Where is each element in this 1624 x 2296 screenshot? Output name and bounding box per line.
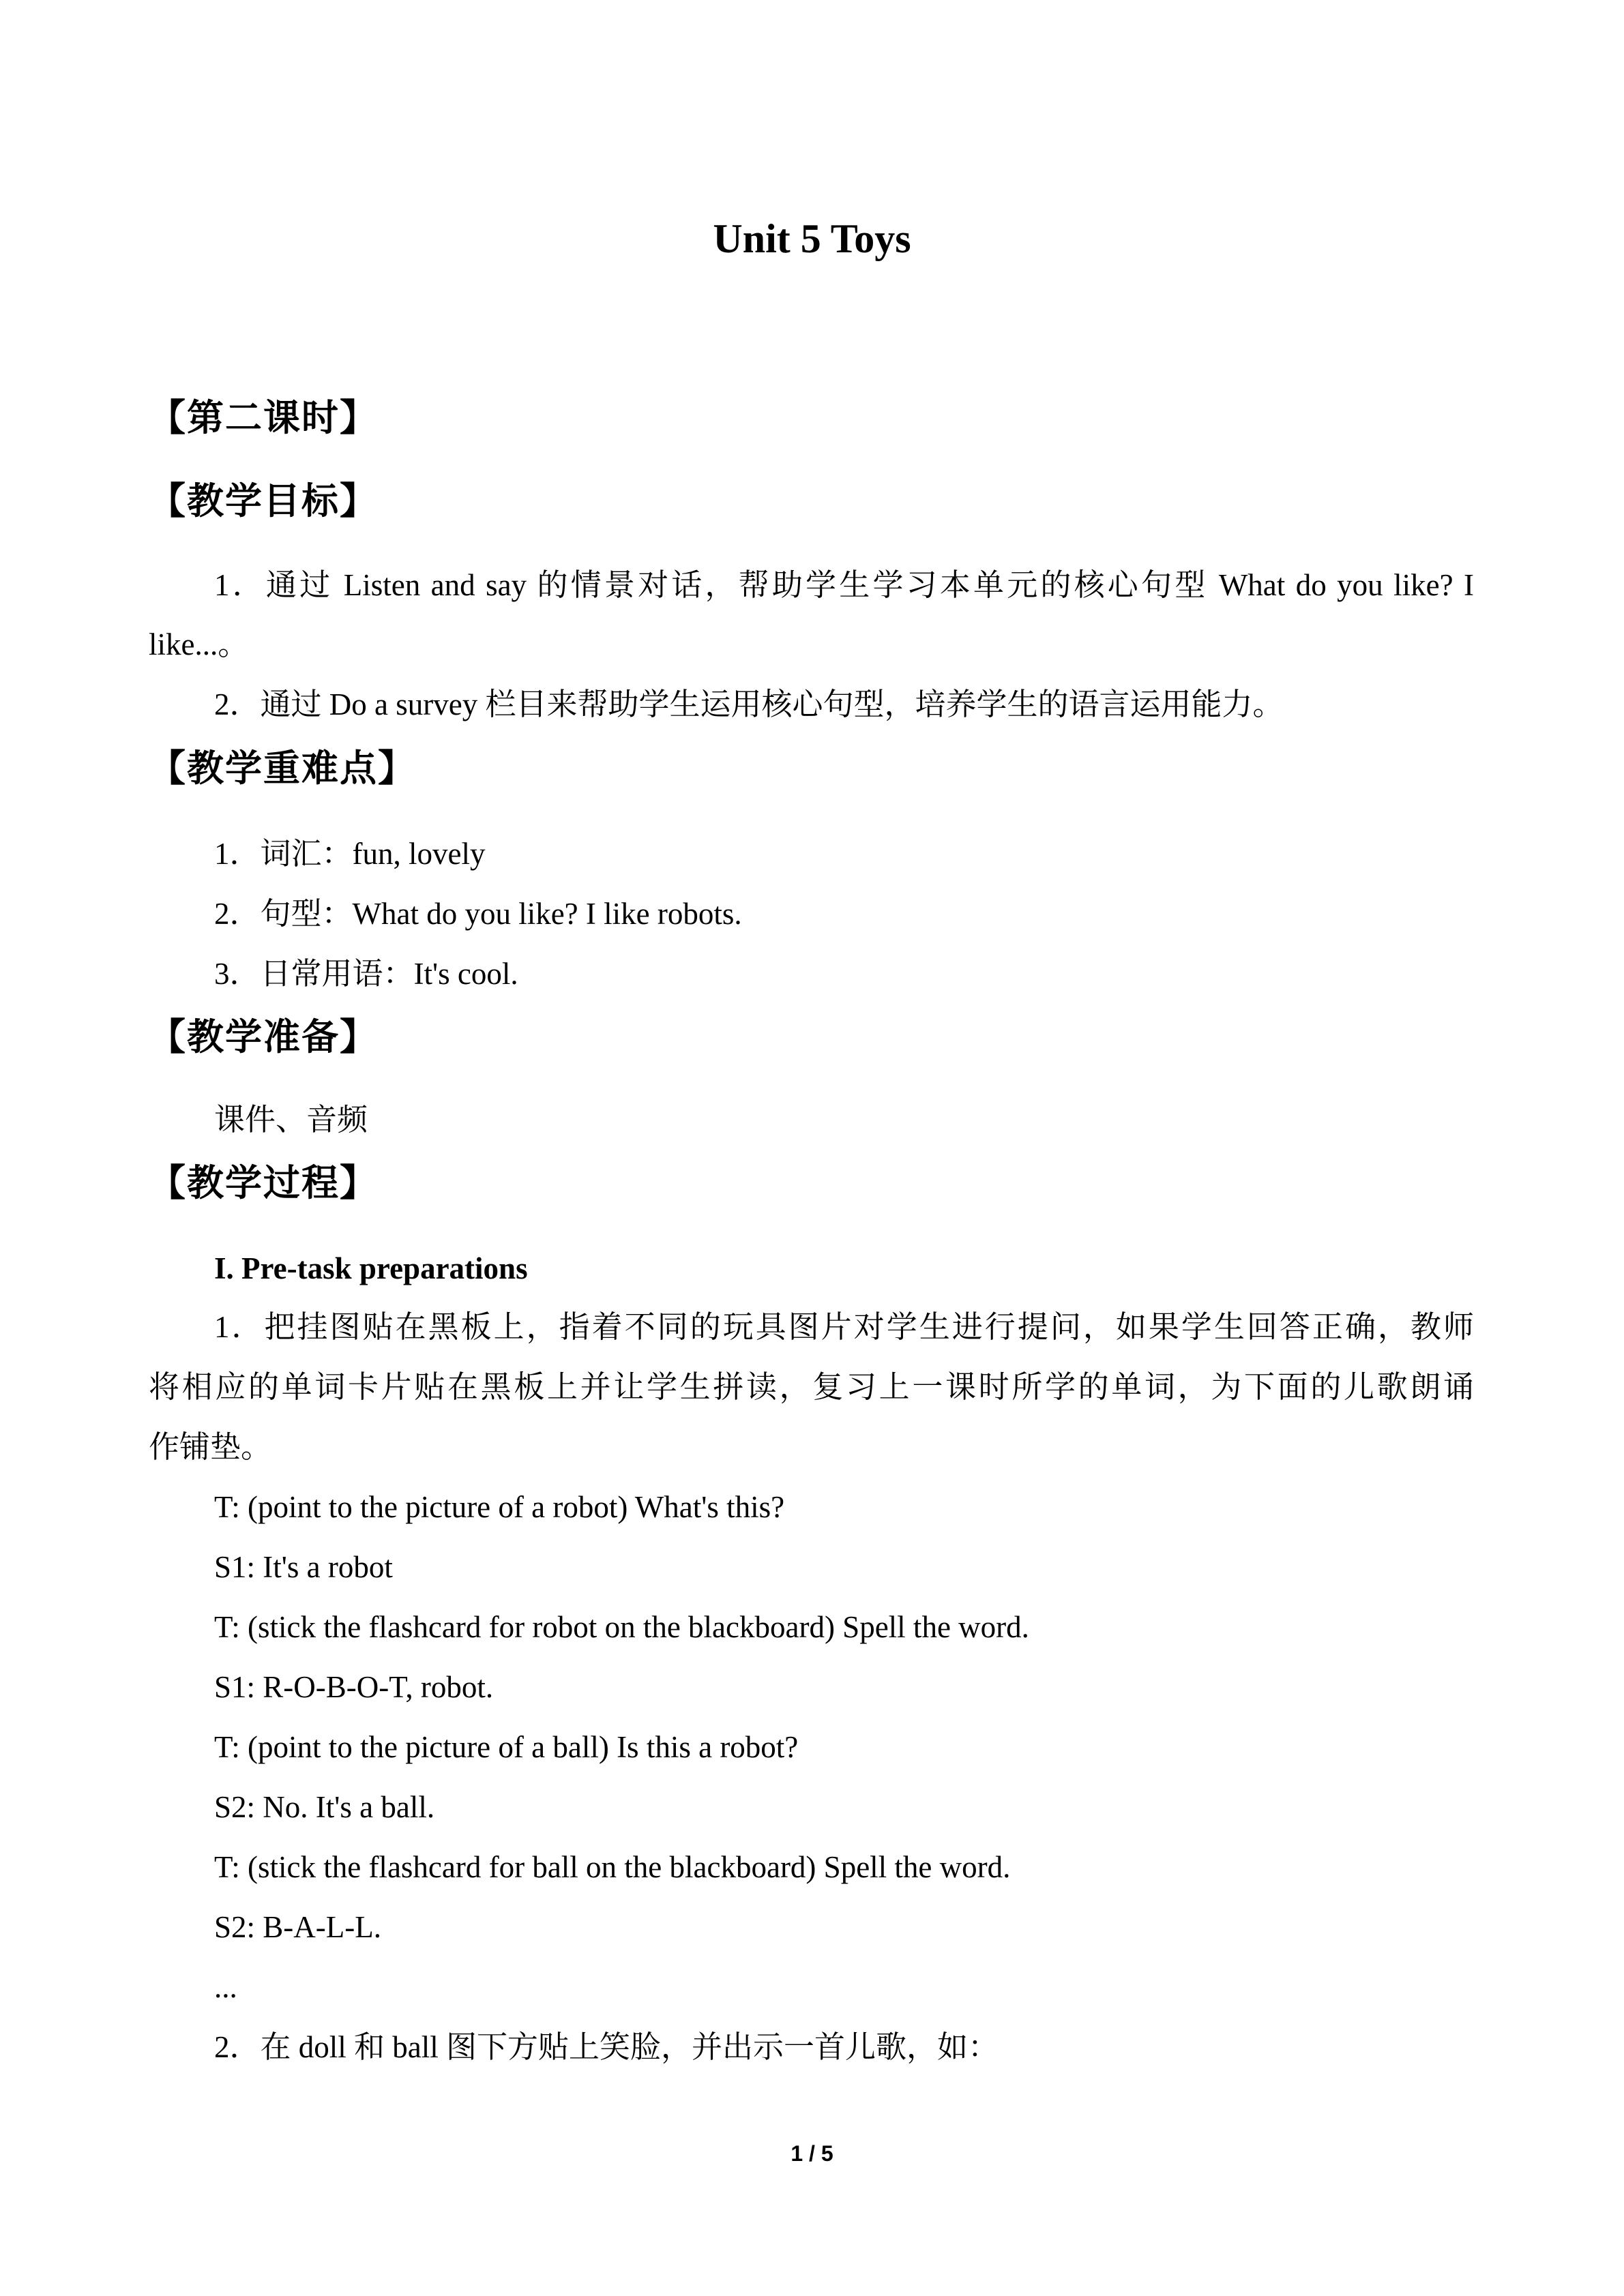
dialogue-line: S2: No. It's a ball. [214, 1790, 435, 1824]
dialogue-line: T: (stick the flashcard for robot on the blackboard) Spell the word. [214, 1610, 1029, 1644]
dialogue-line: T: (point to the picture of a robot) What's this? [214, 1490, 785, 1524]
key-point-item-1: 1．词汇：fun, lovely [214, 837, 486, 871]
heading-objectives: 【教学目标】 [149, 479, 378, 522]
heading-lesson: 【第二课时】 [149, 396, 378, 439]
process-step-1: 1．把挂图贴在黑板上，指着不同的玩具图片对学生进行提问，如果学生回答正确，教师 [214, 1310, 1474, 1344]
dialogue-line: S1: It's a robot [214, 1550, 393, 1584]
dialogue-line: T: (point to the picture of a ball) Is this a robot? [214, 1730, 799, 1764]
process-step-1-continued: 将相应的单词卡片贴在黑板上并让学生拼读，复习上一课时所学的单词，为下面的儿歌朗诵 [149, 1370, 1474, 1404]
document-title: Unit 5 Toys [713, 216, 911, 261]
dialogue-line: T: (stick the flashcard for ball on the blackboard) Spell the word. [214, 1850, 1011, 1884]
objective-item-1-continued: like...。 [149, 627, 249, 661]
page-number: 1 / 5 [791, 2141, 833, 2166]
heading-preparation: 【教学准备】 [149, 1015, 378, 1058]
preparation-text: 课件、音频 [214, 1103, 368, 1137]
process-step-1-end: 作铺垫。 [149, 1430, 272, 1464]
key-point-item-3: 3．日常用语：It's cool. [214, 957, 518, 991]
process-subheading: I. Pre-task preparations [214, 1251, 528, 1285]
process-step-2: 2．在 doll 和 ball 图下方贴上笑脸，并出示一首儿歌，如： [214, 2030, 999, 2064]
dialogue-ellipsis: ... [214, 1970, 237, 2004]
heading-process: 【教学过程】 [149, 1161, 378, 1204]
objective-item-2: 2．通过 Do a survey 栏目来帮助学生运用核心句型，培养学生的语言运用能力。 [214, 687, 1284, 721]
heading-key-points: 【教学重难点】 [149, 747, 416, 790]
objective-item-1: 1．通过 Listen and say 的情景对话，帮助学生学习本单元的核心句型 What do you like? I [214, 568, 1474, 602]
key-point-item-2: 2．句型：What do you like? I like robots. [214, 897, 742, 931]
dialogue-line: S1: R-O-B-O-T, robot. [214, 1670, 494, 1704]
dialogue-line: S2: B-A-L-L. [214, 1910, 381, 1944]
